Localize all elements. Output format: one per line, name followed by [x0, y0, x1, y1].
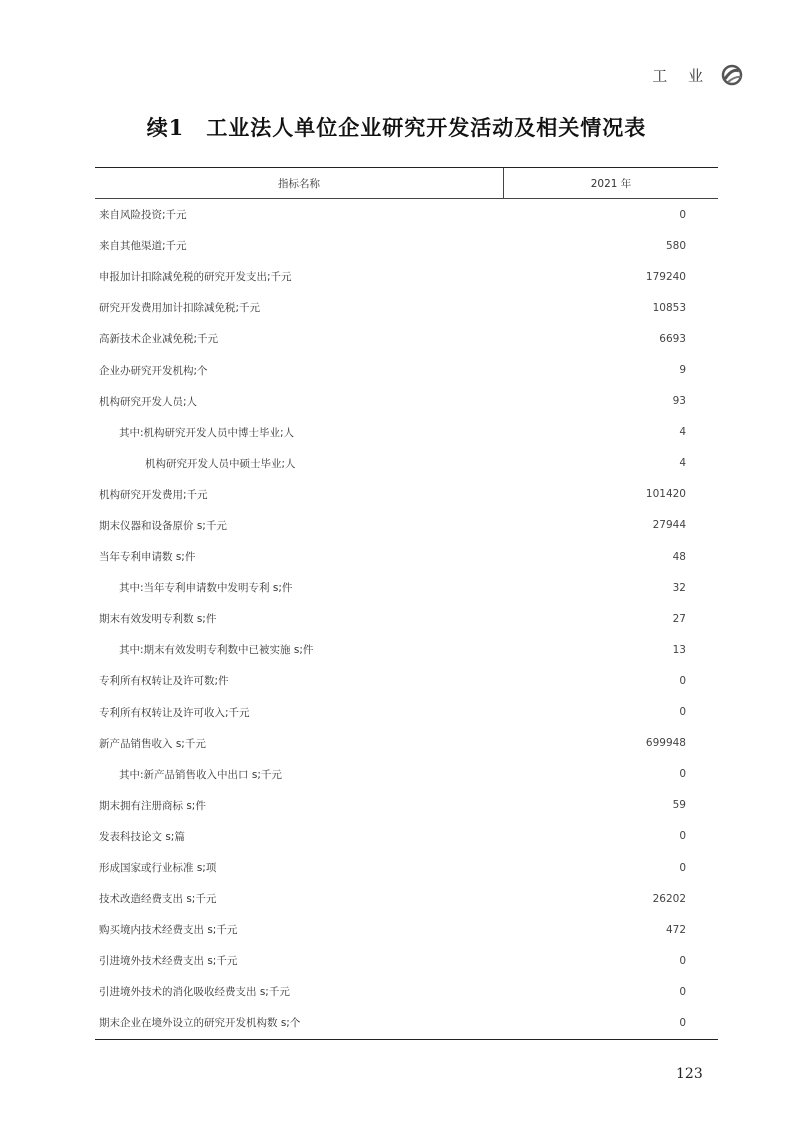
row-value: 27: [672, 612, 686, 625]
data-table: [95, 167, 718, 1040]
table-row: [95, 386, 718, 417]
table-row: [95, 510, 718, 541]
row-label: 期末拥有注册商标 s;件: [99, 799, 206, 812]
row-value: 48: [672, 550, 686, 563]
table-row: [95, 572, 718, 603]
row-label: 引进境外技术的消化吸收经费支出 s;千元: [99, 986, 290, 999]
row-value: 32: [672, 581, 686, 594]
column-header-year: 2021 年: [590, 177, 632, 190]
table-row: [95, 479, 718, 510]
table-title-text: 工业法人单位企业研究开发活动及相关情况表: [206, 115, 647, 140]
row-label: 发表科技论文 s;篇: [99, 830, 185, 843]
row-value: 0: [679, 674, 686, 687]
row-label: 机构研究开发人员中硕士毕业;人: [145, 457, 296, 470]
table-row: [95, 323, 718, 354]
table-row: [95, 354, 718, 385]
table-title: [0, 112, 793, 142]
row-value: 13: [672, 643, 686, 656]
row-label: 来自风险投资;千元: [99, 209, 187, 222]
table-body: [95, 199, 718, 1039]
table-row: [95, 665, 718, 696]
row-value: 93: [672, 395, 686, 408]
table-row: [95, 821, 718, 852]
table-row: [95, 292, 718, 323]
table-row: [95, 976, 718, 1007]
section-header: [652, 64, 745, 86]
table-row: [95, 790, 718, 821]
table-row: [95, 603, 718, 634]
row-value: 0: [679, 954, 686, 967]
table-row: [95, 199, 718, 230]
row-value: 472: [665, 923, 686, 936]
row-value: 4: [679, 426, 686, 439]
row-label: 购买境内技术经费支出 s;千元: [99, 924, 238, 937]
table-row: [95, 914, 718, 945]
row-value: 0: [679, 861, 686, 874]
table-row: [95, 945, 718, 976]
row-label: 期末企业在境外设立的研究开发机构数 s;个: [99, 1017, 301, 1030]
row-label: 来自其他渠道;千元: [99, 240, 187, 253]
table-header: [95, 168, 718, 199]
row-label: 期末仪器和设备原价 s;千元: [99, 519, 227, 532]
row-label: 机构研究开发人员;人: [99, 395, 198, 408]
row-value: 9: [679, 364, 686, 377]
table-row: [95, 448, 718, 479]
table-row: [95, 883, 718, 914]
row-value: 699948: [645, 737, 686, 750]
row-label: 专利所有权转让及许可数;件: [99, 675, 229, 688]
row-label: 其中:机构研究开发人员中博士毕业;人: [119, 426, 295, 439]
row-label: 申报加计扣除减免税的研究开发支出;千元: [99, 271, 292, 284]
row-value: 0: [679, 768, 686, 781]
row-label: 其中:新产品销售收入中出口 s;千元: [119, 768, 282, 781]
table-row: [95, 417, 718, 448]
table-row: [95, 1007, 718, 1038]
row-value: 6693: [659, 332, 686, 345]
table-row: [95, 728, 718, 759]
row-value: 10853: [652, 301, 686, 314]
table-row: [95, 541, 718, 572]
table-number: 续1: [146, 115, 185, 140]
row-value: 179240: [645, 270, 686, 283]
row-label: 新产品销售收入 s;千元: [99, 737, 206, 750]
section-label: 工 业: [652, 66, 711, 85]
column-header-indicator: 指标名称: [95, 168, 504, 198]
row-label: 机构研究开发费用;千元: [99, 488, 208, 501]
table-row: [95, 759, 718, 790]
row-label: 研究开发费用加计扣除减免税;千元: [99, 302, 261, 315]
page-number: 123: [676, 1066, 703, 1082]
row-value: 59: [672, 799, 686, 812]
row-label: 专利所有权转让及许可收入;千元: [99, 706, 250, 719]
row-value: 580: [665, 239, 686, 252]
row-label: 企业办研究开发机构;个: [99, 364, 208, 377]
row-value: 26202: [652, 892, 686, 905]
row-value: 0: [679, 208, 686, 221]
industry-emblem-icon: [719, 64, 745, 86]
table-row: [95, 697, 718, 728]
row-value: 4: [679, 457, 686, 470]
row-value: 27944: [652, 519, 686, 532]
table-row: [95, 634, 718, 665]
table-row: [95, 261, 718, 292]
table-row: [95, 852, 718, 883]
row-value: 101420: [645, 488, 686, 501]
row-label: 形成国家或行业标准 s;项: [99, 862, 217, 875]
row-label: 技术改造经费支出 s;千元: [99, 893, 217, 906]
row-label: 引进境外技术经费支出 s;千元: [99, 955, 238, 968]
row-label: 高新技术企业减免税;千元: [99, 333, 219, 346]
row-label: 其中:当年专利申请数中发明专利 s;件: [119, 582, 293, 595]
row-value: 0: [679, 1016, 686, 1029]
table-row: [95, 230, 718, 261]
row-label: 当年专利申请数 s;件: [99, 551, 196, 564]
row-label: 其中:期末有效发明专利数中已被实施 s;件: [119, 644, 314, 657]
row-value: 0: [679, 985, 686, 998]
row-value: 0: [679, 830, 686, 843]
row-label: 期末有效发明专利数 s;件: [99, 613, 217, 626]
row-value: 0: [679, 706, 686, 719]
